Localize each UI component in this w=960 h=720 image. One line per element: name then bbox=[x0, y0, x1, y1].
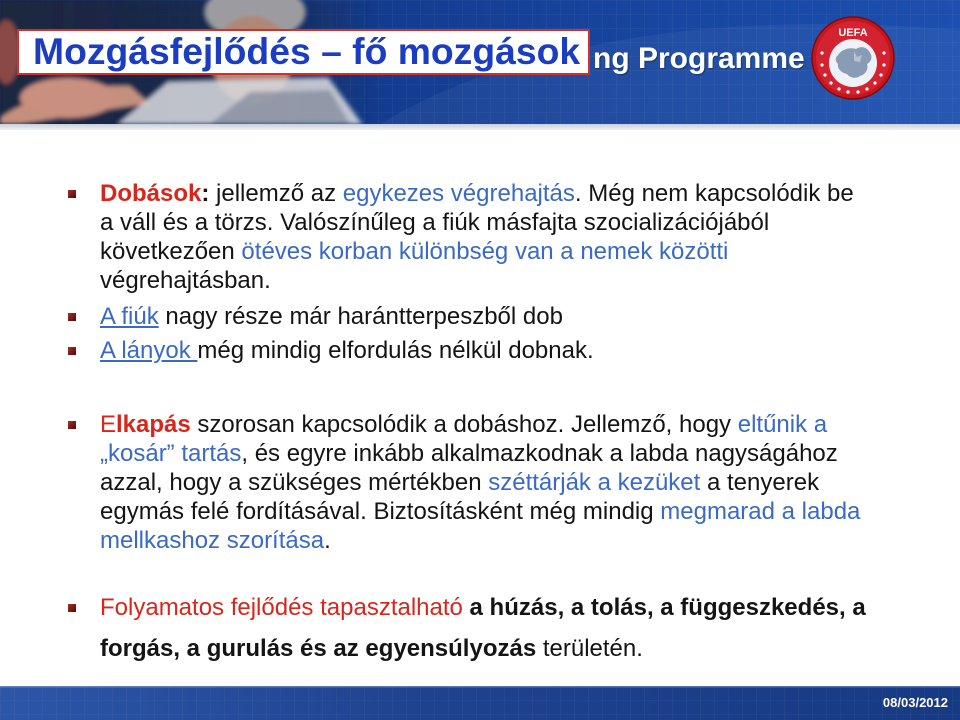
header-banner bbox=[0, 0, 960, 124]
body-text: . bbox=[324, 527, 331, 554]
bullet-item-catching bbox=[100, 410, 860, 555]
bold-text: a húzás, a tolás, a függeszkedés, a bbox=[462, 594, 866, 621]
bullet-square-icon bbox=[68, 313, 76, 321]
text-line bbox=[100, 526, 860, 555]
bullet-item-girls bbox=[100, 336, 594, 365]
header-divider bbox=[0, 124, 960, 130]
highlight-text: mellkashoz szorítása bbox=[100, 527, 325, 554]
topic-label: Dobások bbox=[100, 180, 202, 207]
topic-label: lkapás bbox=[116, 411, 191, 438]
text-line bbox=[100, 410, 860, 439]
highlight-text: széttárják a kezüket bbox=[488, 469, 701, 496]
topic-label: Folyamatos fejlődés tapasztalható bbox=[100, 594, 463, 621]
text-line bbox=[100, 237, 854, 266]
uefa-logo bbox=[810, 15, 896, 101]
body-text: szorosan kapcsolódik a dobáshoz. Jellemző, hogy bbox=[190, 411, 738, 438]
text-line bbox=[100, 628, 866, 669]
bullet-square-icon bbox=[68, 604, 76, 612]
text-line bbox=[100, 208, 854, 237]
body-text: végrehajtásban. bbox=[100, 267, 271, 294]
body-text: egymás felé fordításával. Biztosításként még mindig bbox=[100, 498, 661, 525]
bullet-item-throwing bbox=[100, 179, 854, 295]
topic-label-initial: E bbox=[100, 411, 117, 438]
bullet-item-boys bbox=[100, 302, 563, 331]
uefa-logo-text: UEFA bbox=[838, 27, 868, 39]
body-text: , és egyre inkább alkalmazkodnak a labda nagyságához bbox=[241, 440, 838, 467]
body-text: a váll és a törzs. Valószínűleg a fiúk másfajta szocializációjából bbox=[100, 209, 770, 236]
body-text: még mindig elfordulás nélkül dobnak. bbox=[197, 337, 594, 364]
text-line bbox=[100, 439, 860, 468]
girls-link[interactable]: A lányok bbox=[100, 337, 198, 364]
body-text: azzal, hogy a szükséges mértékben bbox=[100, 469, 489, 496]
text-line bbox=[100, 179, 854, 208]
highlight-text: megmarad a labda bbox=[660, 498, 861, 525]
text-line bbox=[100, 497, 860, 526]
text-line bbox=[100, 468, 860, 497]
text-line bbox=[100, 266, 854, 295]
footer-date: 08/03/2012 bbox=[882, 695, 948, 710]
banner-programme-text: ng Programme bbox=[593, 42, 805, 75]
bold-text: forgás, a gurulás és az egyensúlyozás bbox=[100, 635, 537, 662]
slide-title: Mozgásfejlődés – fő mozgások bbox=[33, 30, 581, 73]
highlight-text: „kosár” tartás bbox=[100, 440, 242, 467]
text-line bbox=[100, 336, 594, 365]
body-text: területén. bbox=[536, 635, 643, 662]
highlight-text: ötéves korban különbség van a nemek közötti bbox=[241, 238, 729, 265]
body-text: következően bbox=[100, 238, 242, 265]
body-text: . Még nem kapcsolódik be bbox=[574, 180, 854, 207]
highlight-text: eltűnik a bbox=[737, 411, 828, 438]
body-text: nagy része már harántterpeszből dob bbox=[158, 303, 563, 330]
text-line bbox=[100, 302, 563, 331]
body-text: a tenyerek bbox=[700, 469, 820, 496]
boys-link[interactable]: A fiúk bbox=[100, 303, 159, 330]
body-text: jellemző az bbox=[209, 180, 343, 207]
footer-bar bbox=[0, 686, 960, 720]
bullet-square-icon bbox=[68, 190, 76, 198]
bullet-square-icon bbox=[68, 421, 76, 429]
bullet-item-development bbox=[100, 587, 866, 669]
bullet-square-icon bbox=[68, 347, 76, 355]
highlight-text: egykezes végrehajtás bbox=[342, 180, 575, 207]
footer-background bbox=[0, 686, 960, 720]
text-line bbox=[100, 587, 866, 628]
title-box bbox=[17, 29, 590, 75]
topic-colon: : bbox=[201, 180, 210, 207]
